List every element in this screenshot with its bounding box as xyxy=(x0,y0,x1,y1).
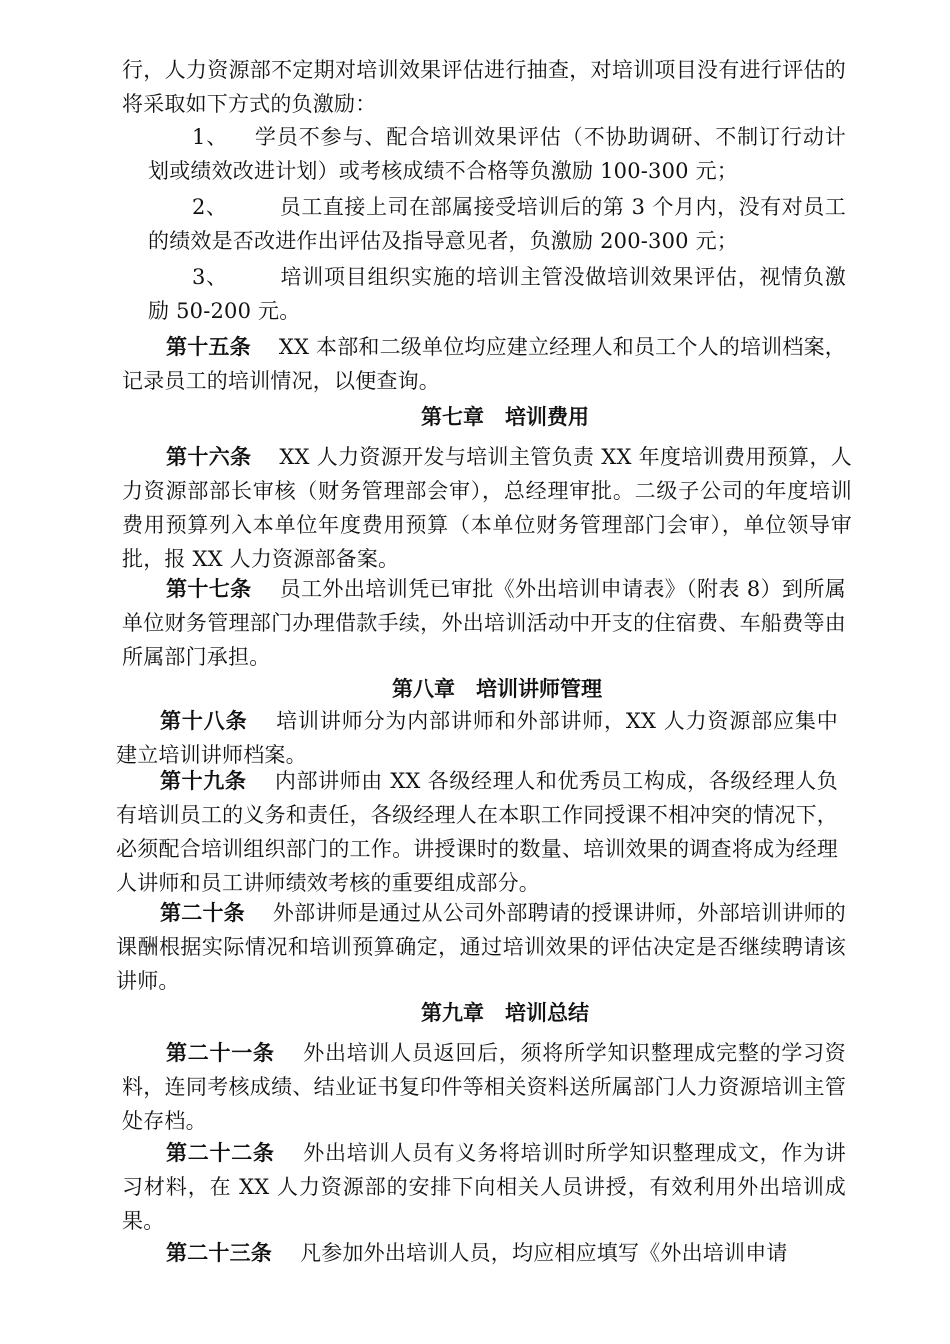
article-text: 外部讲师是通过从公司外部聘请的授课讲师，外部培训讲师的课酬根据实际情况和培训预算确定，通过培训效果的评估决定是否继续聘请该讲师。 xyxy=(116,901,846,993)
article-label: 第十八条 xyxy=(160,708,248,733)
chapter-9-heading: 第九章 培训总结 xyxy=(421,1000,589,1025)
list-item-text: 培训项目组织实施的培训主管没做培训效果评估，视情负激励 50-200 元。 xyxy=(148,265,846,323)
article-21 xyxy=(122,1036,846,1138)
article-text: XX 本部和二级单位均应建立经理人和员工个人的培训档案，记录员工的培训情况，以便查询。 xyxy=(122,335,846,393)
article-16 xyxy=(122,440,852,576)
article-text: 外出培训人员有义务将培训时所学知识整理成文，作为讲习材料，在 XX 人力资源部的安排下向相关人员讲授，有效利用外出培训成果。 xyxy=(122,1141,847,1233)
article-text: 培训讲师分为内部讲师和外部讲师，XX 人力资源部应集中建立培训讲师档案。 xyxy=(116,709,838,767)
list-item-number: 3、 xyxy=(192,265,228,289)
article-text: 内部讲师由 XX 各级经理人和优秀员工构成，各级经理人负有培训员工的义务和责任，各级经理人在本职工作同授课不相冲突的情况下，必须配合培训组织部门的工作。讲授课时的数量、培训效果的调查将成为经理人讲师和员工讲师绩效考核的重要组成部分。 xyxy=(116,769,838,895)
article-text: 员工外出培训凭已审批《外出培训申请表》（附表 8）到所属单位财务管理部门办理借款手续，外出培训活动中开支的住宿费、车船费等由所属部门承担。 xyxy=(122,577,846,669)
article-label: 第二十三条 xyxy=(166,1240,272,1265)
article-18 xyxy=(116,704,838,772)
article-text: 外出培训人员返回后，须将所学知识整理成完整的学习资料，连同考核成绩、结业证书复印件等相关资料送所属部门人力资源培训主管处存档。 xyxy=(122,1041,847,1133)
article-20 xyxy=(116,896,846,998)
list-item-number: 2、 xyxy=(192,195,228,219)
article-text: 凡参加外出培训人员，均应相应填写《外出培训申请 xyxy=(300,1241,788,1265)
list-item-3 xyxy=(148,260,846,328)
article-label: 第十七条 xyxy=(166,576,252,601)
article-label: 第十九条 xyxy=(160,768,247,793)
list-item-text: 员工直接上司在部属接受培训后的第 3 个月内，没有对员工的绩效是否改进作出评估及指导意见者，负激励 200-300 元； xyxy=(148,195,846,253)
chapter-7-heading: 第七章 培训费用 xyxy=(421,404,589,429)
list-item-2 xyxy=(148,190,846,258)
chapter-8-heading: 第八章 培训讲师管理 xyxy=(392,676,602,701)
list-item-number: 1、 xyxy=(192,125,229,149)
list-item-text: 学员不参与、配合培训效果评估（不协助调研、不制订行动计划或绩效改进计划）或考核成绩不合格等负激励 100-300 元； xyxy=(148,125,846,183)
article-label: 第二十条 xyxy=(160,900,245,925)
article-17 xyxy=(122,572,846,674)
article-22 xyxy=(122,1136,846,1238)
article-label: 第十五条 xyxy=(166,334,251,359)
paragraph-text: 行，人力资源部不定期对培训效果评估进行抽查，对培训项目没有进行评估的将采取如下方式的负激励： xyxy=(122,58,846,116)
paragraph-continuation xyxy=(122,53,846,121)
article-15 xyxy=(122,330,846,398)
article-label: 第十六条 xyxy=(166,444,252,469)
article-label: 第二十二条 xyxy=(166,1140,275,1165)
article-19 xyxy=(116,764,838,900)
list-item-1 xyxy=(148,120,846,188)
article-text: XX 人力资源开发与培训主管负责 XX 年度培训费用预算，人力资源部部长审核（财务管理部会审），总经理审批。二级子公司的年度培训费用预算列入本单位年度费用预算（本单位财务管理部门会审），单位领导审批，报 XX 人力资源部备案。 xyxy=(122,445,852,571)
article-23 xyxy=(122,1236,846,1270)
article-label: 第二十一条 xyxy=(166,1040,275,1065)
